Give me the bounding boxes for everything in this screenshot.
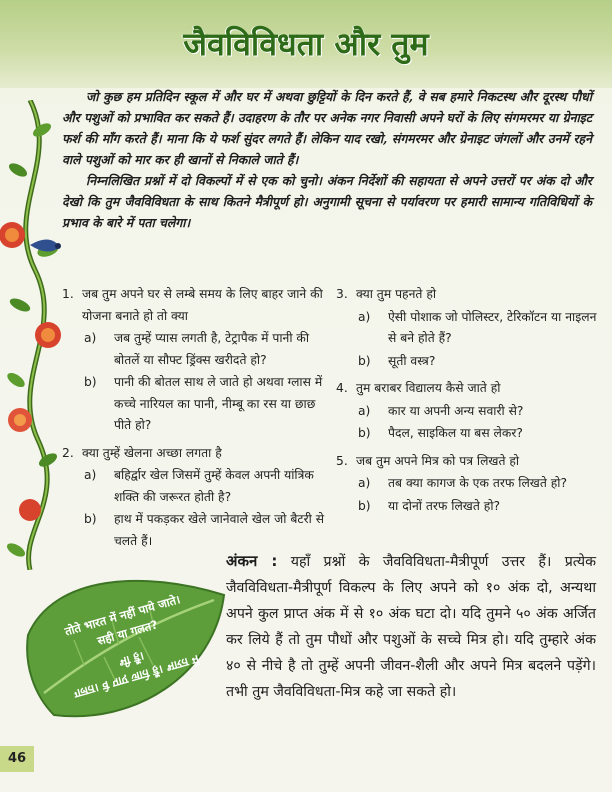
page-title: जैवविविधता और तुम — [183, 25, 429, 63]
option-label: b) — [84, 512, 97, 526]
option-label: b) — [358, 353, 371, 368]
question-1 — [62, 284, 332, 437]
questions-right-column — [336, 284, 598, 517]
question-5 — [336, 451, 598, 518]
question-number: 1. — [62, 287, 74, 301]
option-label: a) — [358, 309, 371, 324]
question-text: जब तुम अपने घर से लम्बे समय के लिए बाहर जाने की योजना बनाते हो तो क्या — [82, 287, 323, 323]
option-text: पैदल, साइकिल या बस लेकर? — [388, 426, 523, 440]
option-label: a) — [358, 476, 371, 490]
question-number: 4. — [336, 381, 348, 395]
vine-illustration — [0, 100, 70, 570]
option-text: ऐसी पोशाक जो पोलिस्टर, टेरिकॉटन या नाइलन से बने होते हैं? — [388, 309, 597, 345]
option-label: b) — [358, 498, 371, 513]
question-text: जब तुम अपने मित्र को पत्र लिखते हो — [356, 453, 520, 468]
option-label: a) — [84, 331, 97, 345]
question-number: 5. — [336, 453, 348, 468]
question-text: क्या तुम्हें खेलना अच्छा लगता है — [82, 445, 222, 460]
option-text: जब तुम्हें प्यास लगती है, टेट्रापैक में पानी की बोतलें या सौफ्ट ड्रिंक्स खरीदते हो? — [114, 331, 310, 367]
question-3 — [336, 284, 598, 372]
page-number: 46 — [0, 746, 34, 772]
option-text: सूती वस्त्र? — [388, 353, 436, 368]
question-number: 3. — [336, 287, 348, 301]
scoring-section — [226, 548, 596, 705]
intro-text — [62, 86, 592, 233]
scoring-text: यहाँ प्रश्नों के जैवविविधता-मैत्रीपूर्ण उत्तर हैं। प्रत्येक जैवविविधता-मैत्रीपूर्ण विकल्प के लिए अपने को १० अंक दो, अन्यथा अपने कुल प्राप्त अंक में से १० अंक घटा दो। यदि तुमने ५० अंक अर्जित कर लिये हैं तो तुम पौधों और पशुओं के सच्चे मित्र हो। यदि तुम्हारे अंक ४० से नीचे है तो तुम्हें अपनी जीवन-शैली और अपने मित्र बदलने पड़ेंगे। तभी तुम जैवविविधता-मित्र कहे जा सकते हो। — [226, 554, 597, 700]
option-text: हाथ में पकड़कर खेले जानेवाले खेल जो बैटरी से चलते हैं। — [114, 512, 325, 548]
question-text: तुम बराबर विद्यालय कैसे जाते हो — [356, 381, 501, 395]
questions-left-column — [62, 284, 332, 552]
option-label: b) — [358, 426, 371, 440]
option-text: या दोनों तरफ लिखते हो? — [388, 498, 501, 513]
scoring-label: अंकन : — [226, 552, 278, 570]
question-4 — [336, 378, 598, 445]
question-text: क्या तुम पहनते हो — [356, 287, 437, 301]
intro-paragraph-1: जो कुछ हम प्रतिदिन स्कूल में और घर में अथवा छुट्टियों के दिन करते हैं, वे सब हमारे निकटस्थ और दूरस्थ पौधों और पशुओं को प्रभावित कर सकते हैं। उदाहरण के तौर पर अनेक नगर निवासी अपने घरों के लिए संगमरमर या ग्रेनाइट फर्श की माँग करते हैं। माना कि ये फर्श सुंदर लगते हैं। लेकिन याद रखो, संगमरमर और ग्रेनाइट जंगलों और उनमें रहने वाले पशुओं को मार कर ही खानों से निकाले जाते हैं। — [62, 89, 592, 167]
option-text: तब क्या कागज के एक तरफ लिखते हो? — [388, 476, 568, 490]
intro-paragraph-2: निम्नलिखित प्रश्नों में दो विकल्पों में से एक को चुनो। अंकन निर्देशों की सहायता से अपने उत्तरों पर अंक दो और देखो कि तुम जैवविविधता के साथ कितने मैत्रीपूर्ण हो। अनुगामी सूचना से पर्यावरण पर हमारी सामान्य गतिविधियों के प्रभाव के बारे में पता चलेगा। — [62, 173, 592, 230]
option-text: कार या अपनी अन्य सवारी से? — [388, 403, 524, 418]
leaf-question: तोते भारत में नहीं पाये जाते। सही या गलत? — [63, 592, 182, 648]
question-number: 2. — [62, 445, 74, 460]
option-label: a) — [358, 403, 371, 418]
question-2 — [62, 443, 332, 553]
option-label: b) — [84, 375, 97, 389]
leaf-answer-upside-down: गलत। वे पाए जाते हैं। भारत में भी हैं। — [72, 649, 201, 702]
option-text: बहिर्द्वार खेल जिसमें तुम्हें केवल अपनी यांत्रिक शक्ति की जरूरत होती है? — [114, 468, 314, 504]
option-label: a) — [84, 468, 97, 482]
option-text: पानी की बोतल साथ ले जाते हो अथवा ग्लास में कच्चे नारियल का पानी, नीम्बू का रस या छाछ पीते हो? — [114, 375, 323, 432]
